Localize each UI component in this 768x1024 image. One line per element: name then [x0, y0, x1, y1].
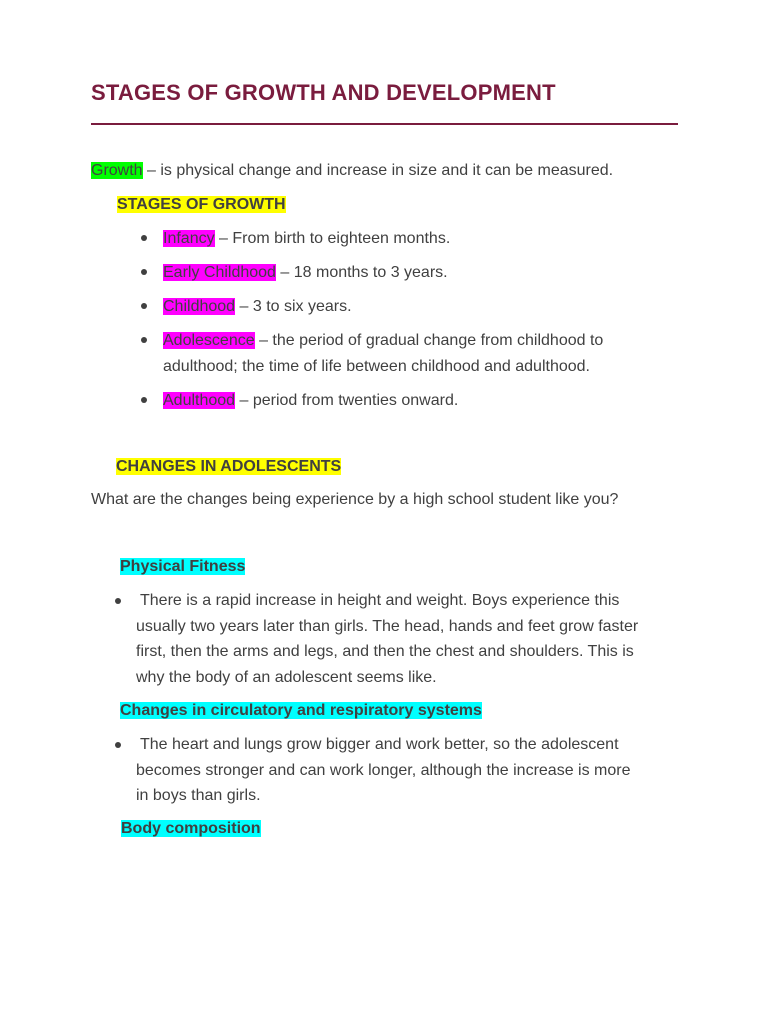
growth-term: Growth	[91, 162, 143, 179]
body-composition-heading	[121, 816, 261, 841]
stage-item-infancy	[163, 226, 450, 251]
physical-heading	[120, 554, 245, 579]
paragraph-line: why the body of an adolescent seems like.	[136, 668, 437, 686]
bullet-icon	[141, 337, 147, 343]
document-title: STAGES OF GROWTH AND DEVELOPMENT	[91, 80, 556, 105]
changes-question: What are the changes being experience by a high school student like you?	[91, 491, 619, 508]
paragraph-line: in boys than girls.	[136, 787, 261, 804]
title-underline	[91, 123, 678, 125]
stage-term: Childhood	[163, 298, 236, 315]
stage-item-childhood	[163, 294, 352, 319]
stages-heading	[117, 192, 286, 217]
physical-heading-label: Physical Fitness	[120, 558, 246, 575]
stage-term: Early Childhood	[163, 264, 276, 281]
stage-item-adulthood	[163, 388, 458, 413]
bullet-icon	[115, 598, 121, 604]
bullet-icon	[141, 303, 147, 309]
stage-text: – From birth to eighteen months.	[214, 230, 451, 247]
stage-item-adolescence	[163, 328, 603, 353]
paragraph-line: first, then the arms and legs, and then the chest and shoulders. This is	[136, 643, 634, 660]
circulatory-paragraph	[136, 732, 631, 809]
stage-term: Adolescence	[163, 332, 255, 349]
stage-text: – 18 months to 3 years.	[275, 264, 448, 281]
changes-heading	[116, 454, 341, 479]
stage-term: Infancy	[163, 230, 215, 247]
growth-definition	[91, 158, 613, 183]
physical-paragraph	[136, 588, 638, 690]
paragraph-line: becomes stronger and can work longer, although the increase is more	[136, 761, 631, 779]
stage-text: – period from twenties onward.	[235, 392, 459, 409]
stage-item-early-childhood	[163, 260, 448, 285]
bullet-icon	[141, 397, 147, 403]
stages-heading-label: STAGES OF GROWTH	[117, 196, 286, 213]
stage-text: – 3 to six years.	[235, 298, 352, 315]
growth-def-text: – is physical change and increase in size and it can be measured.	[142, 162, 614, 179]
circulatory-heading-label: Changes in circulatory and respiratory systems	[120, 702, 482, 719]
body-heading-label: Body composition	[121, 820, 261, 837]
changes-heading-label: CHANGES IN ADOLESCENTS	[116, 458, 342, 475]
paragraph-line: The heart and lungs grow bigger and work better, so the adolescent	[140, 736, 619, 753]
paragraph-line: usually two years later than girls. The head, hands and feet grow faster	[136, 617, 639, 635]
bullet-icon	[115, 742, 121, 748]
stage-text: – the period of gradual change from childhood to	[254, 332, 604, 349]
stage-item-adolescence-cont: adulthood; the time of life between childhood and adulthood.	[163, 358, 590, 375]
bullet-icon	[141, 235, 147, 241]
stage-term: Adulthood	[163, 392, 236, 409]
paragraph-line: There is a rapid increase in height and weight. Boys experience this	[140, 592, 620, 609]
circulatory-heading	[120, 698, 482, 723]
bullet-icon	[141, 269, 147, 275]
